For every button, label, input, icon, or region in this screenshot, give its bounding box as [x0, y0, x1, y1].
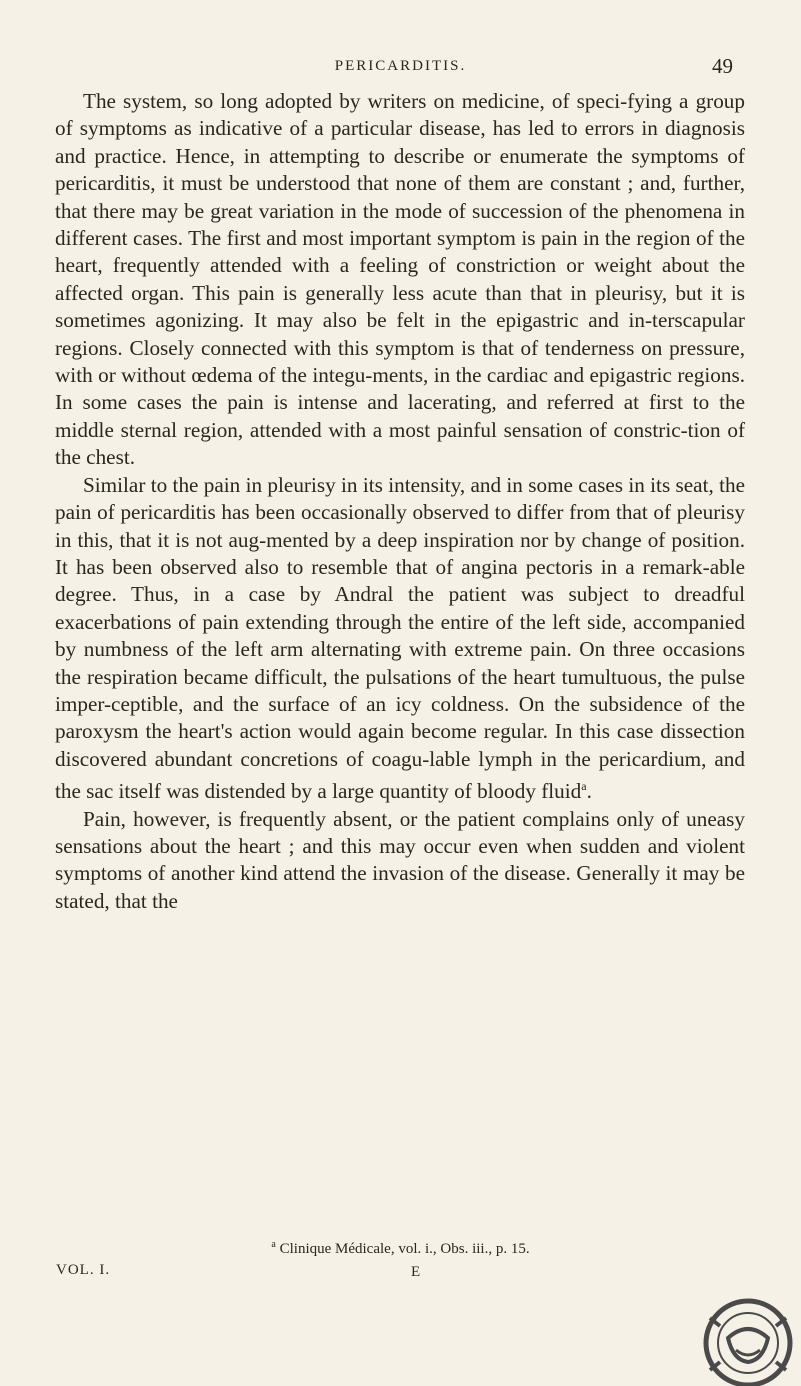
footnote: [0, 1239, 801, 1258]
paragraph-2: Similar to the pain in pleurisy in its intensity, and in some cases in its seat, the pain of pericarditis has been occasionally observed to differ from that of pleurisy in this, that it is not aug-mented by a deep inspiration nor by change of position. It has been observed also to resemble that of angina pectoris in a remark-able degree. Thus, in a case by Andral the patient was subject to dreadful exacerbations of pain extending through the entire of the left side, accompanied by numbness of the left arm alternating with extreme pain. On three occasions the respiration became difficult, the pulsations of the heart tumultuous, the pulse imper-ceptible, and the surface of an icy coldness. On the subsidence of the paroxysm the heart's action would again become regular. In this case dissection discovered abundant concretions of coagu-lable lymph in the pericardium, and the sac itself was distended by a large quantity of bloody fluid$^a$.: [55, 472, 745, 804]
body-text: [55, 88, 745, 915]
footnote-text: Clinique Médicale, vol. i., Obs. iii., p. 15.: [279, 1241, 530, 1257]
running-head: [0, 54, 801, 78]
footnote-marker: a: [271, 1239, 276, 1250]
running-title: PERICARDITIS.: [334, 58, 467, 74]
page-number: 49: [712, 54, 733, 78]
paragraph-1: The system, so long adopted by writers on medicine, of speci-fying a group of symptoms as indicative of a particular disease, has led to errors in diagnosis and practice. Hence, in attempting to describe or enumerate the symptoms of pericarditis, it must be understood that none of them are constant ; and, further, that there may be great variation in the mode of succession of the phenomena in different cases. The first and most important symptom is pain in the region of the heart, frequently attended with a feeling of constriction or weight about the affected organ. This pain is generally less acute than that in pleurisy, but it is sometimes agonizing. It may also be felt in the epigastric and in-terscapular regions. Closely connected with this symptom is that of tenderness on pressure, with or without œdema of the integu-ments, in the cardiac and epigastric regions. In some cases the pain is intense and lacerating, and referred at first to the middle sternal region, attended with a most painful sensation of constric-tion of the chest.: [55, 89, 745, 470]
library-stamp-icon: [688, 1288, 798, 1386]
volume-label: VOL. I.: [56, 1262, 111, 1278]
signature-mark: E: [411, 1264, 421, 1280]
page-footer: [0, 1262, 801, 1286]
paragraph-2-text: Similar to the pain in pleurisy in its intensity, and in some cases in its seat, the pain of pericarditis has been occasionally observed to differ from that of pleurisy in this, that it is not aug-mented by a deep inspiration nor by change of position. It has been observed also to resemble that of angina pectoris in a remark-able degree. Thus, in a case by Andral the patient was subject to dreadful exacerbations of pain extending through the entire of the left side, accompanied by numbness of the left arm alternating with extreme pain. On three occasions the respiration became difficult, the pulsations of the heart tumultuous, the pulse imper-ceptible, and the surface of an icy coldness. On the subsidence of the paroxysm the heart's action would again become regular. In this case dissection discovered abundant concretions of coagu-lable lymph in the pericardium, and the sac itself was distended by a large quantity of bloody fluid: [55, 472, 745, 804]
paragraph-3: Pain, however, is frequently absent, or the patient complains only of uneasy sensations about the heart ; and this may occur even when sudden and violent symptoms of another kind attend the invasion of the disease. Generally it may be stated, that the: [55, 806, 745, 913]
footnote-reference: a: [581, 779, 587, 794]
